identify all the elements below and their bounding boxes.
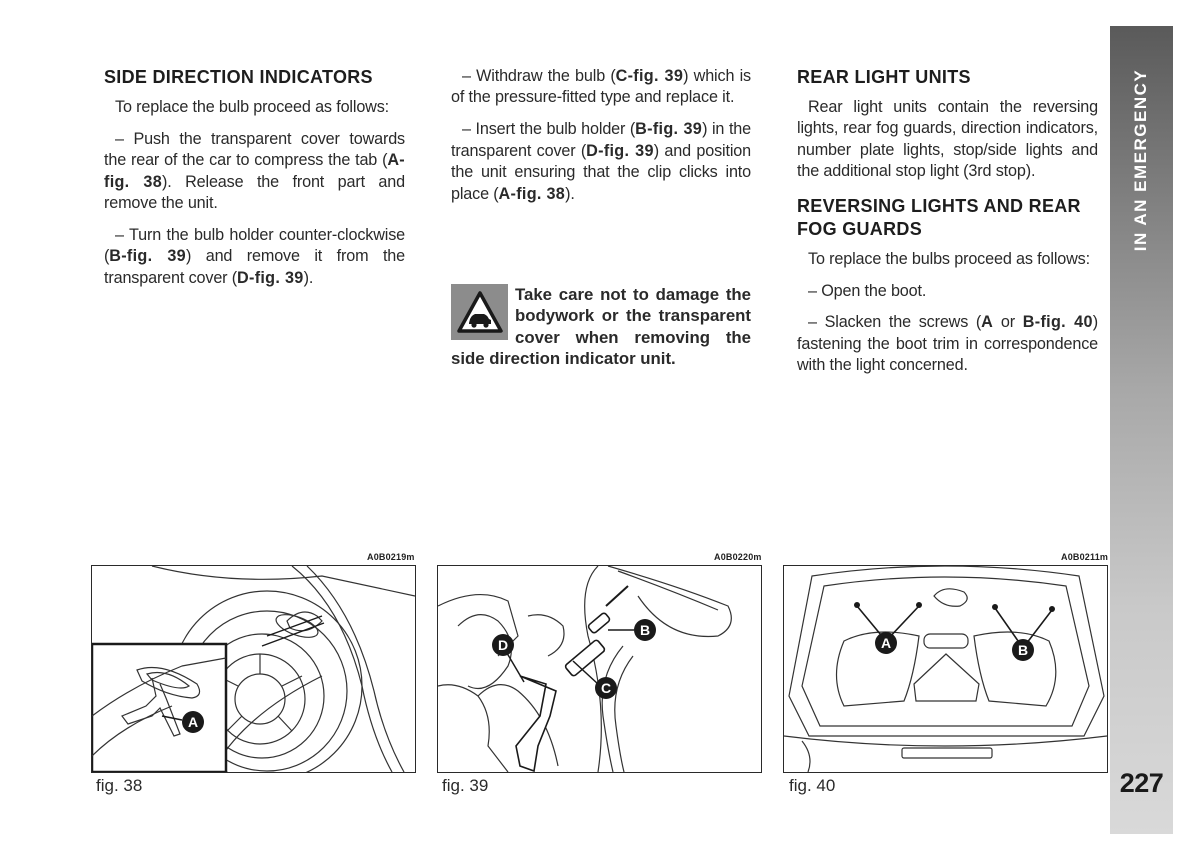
callout-a: A: [880, 635, 892, 651]
figure-code: A0B0219m: [367, 552, 415, 562]
intro-text: To replace the bulbs proceed as follows:: [808, 249, 1090, 268]
figure-reference: A-fig. 38: [104, 151, 405, 191]
warning-text: Take care not to damage the bodywork or the transparent cover when removing the side direction indicator unit.: [451, 285, 751, 369]
warning-box: [451, 284, 751, 370]
step-turn-bulb-holder: – Turn the bulb holder counter-clockwise (B-fig. 39) and remove it from the transparent cover (D-fig. 39).: [104, 226, 405, 287]
callout-b: B: [639, 622, 651, 638]
figure-reference: A: [981, 313, 994, 332]
figure-reference: B-fig. 39: [635, 120, 703, 139]
figure-reference: D-fig. 39: [586, 141, 654, 160]
figure-code: A0B0220m: [714, 552, 762, 562]
figure-caption: fig. 40: [789, 776, 836, 795]
heading-reversing-lights: REVERSING LIGHTS AND REAR FOG GUARDS: [797, 195, 1081, 239]
page-number: 227: [1119, 768, 1164, 798]
figure-39-bulb-holder: [437, 565, 762, 773]
column-bulb-replacement: [451, 66, 751, 215]
figure-caption: fig. 39: [442, 776, 489, 795]
heading-rear-light-units: REAR LIGHT UNITS: [797, 67, 971, 87]
callout-c: C: [600, 680, 612, 696]
car-warning-icon: [451, 284, 508, 340]
chapter-tab-label: IN AN EMERGENCY: [1131, 68, 1150, 252]
step-open-boot: – Open the boot.: [808, 281, 927, 300]
figure-code: A0B0211m: [1061, 552, 1109, 562]
callout-b: B: [1017, 642, 1029, 658]
intro-text: To replace the bulb proceed as follows:: [115, 98, 389, 116]
step-slacken-screws: – Slacken the screws (A or B-fig. 40) fastening the boot trim in correspondence with the light concerned.: [797, 313, 1098, 375]
column-rear-lights: [797, 66, 1098, 387]
figure-reference: B-fig. 40: [1022, 313, 1093, 332]
step-insert-bulb-holder: – Insert the bulb holder (B-fig. 39) in the transparent cover (D-fig. 39) and position the unit ensuring that the clip clicks into place (A-fig. 38).: [451, 120, 751, 203]
step-push-cover: – Push the transparent cover towards the rear of the car to compress the tab (A-fig. 38). Release the front part and remove the unit.: [104, 129, 405, 213]
column-side-indicators: [104, 66, 405, 300]
rear-light-description: Rear light units contain the reversing lights, rear fog guards, direction indicators, number plate lights, stop/side lights and the additional stop light (3rd stop).: [797, 98, 1098, 181]
figure-40-boot-trim: [783, 565, 1108, 773]
heading-side-direction-indicators: SIDE DIRECTION INDICATORS: [104, 67, 373, 87]
figure-38-side-indicator: [91, 565, 416, 773]
figure-reference: D-fig. 39: [237, 268, 304, 287]
step-withdraw-bulb: – Withdraw the bulb (C-fig. 39) which is of the pressure-fitted type and replace it.: [451, 67, 751, 107]
callout-d: D: [497, 637, 509, 653]
figure-reference: A-fig. 38: [498, 184, 566, 203]
figure-reference: C-fig. 39: [615, 67, 684, 85]
callout-a: A: [187, 714, 199, 730]
figure-reference: B-fig. 39: [109, 247, 186, 266]
figure-caption: fig. 38: [96, 776, 143, 795]
